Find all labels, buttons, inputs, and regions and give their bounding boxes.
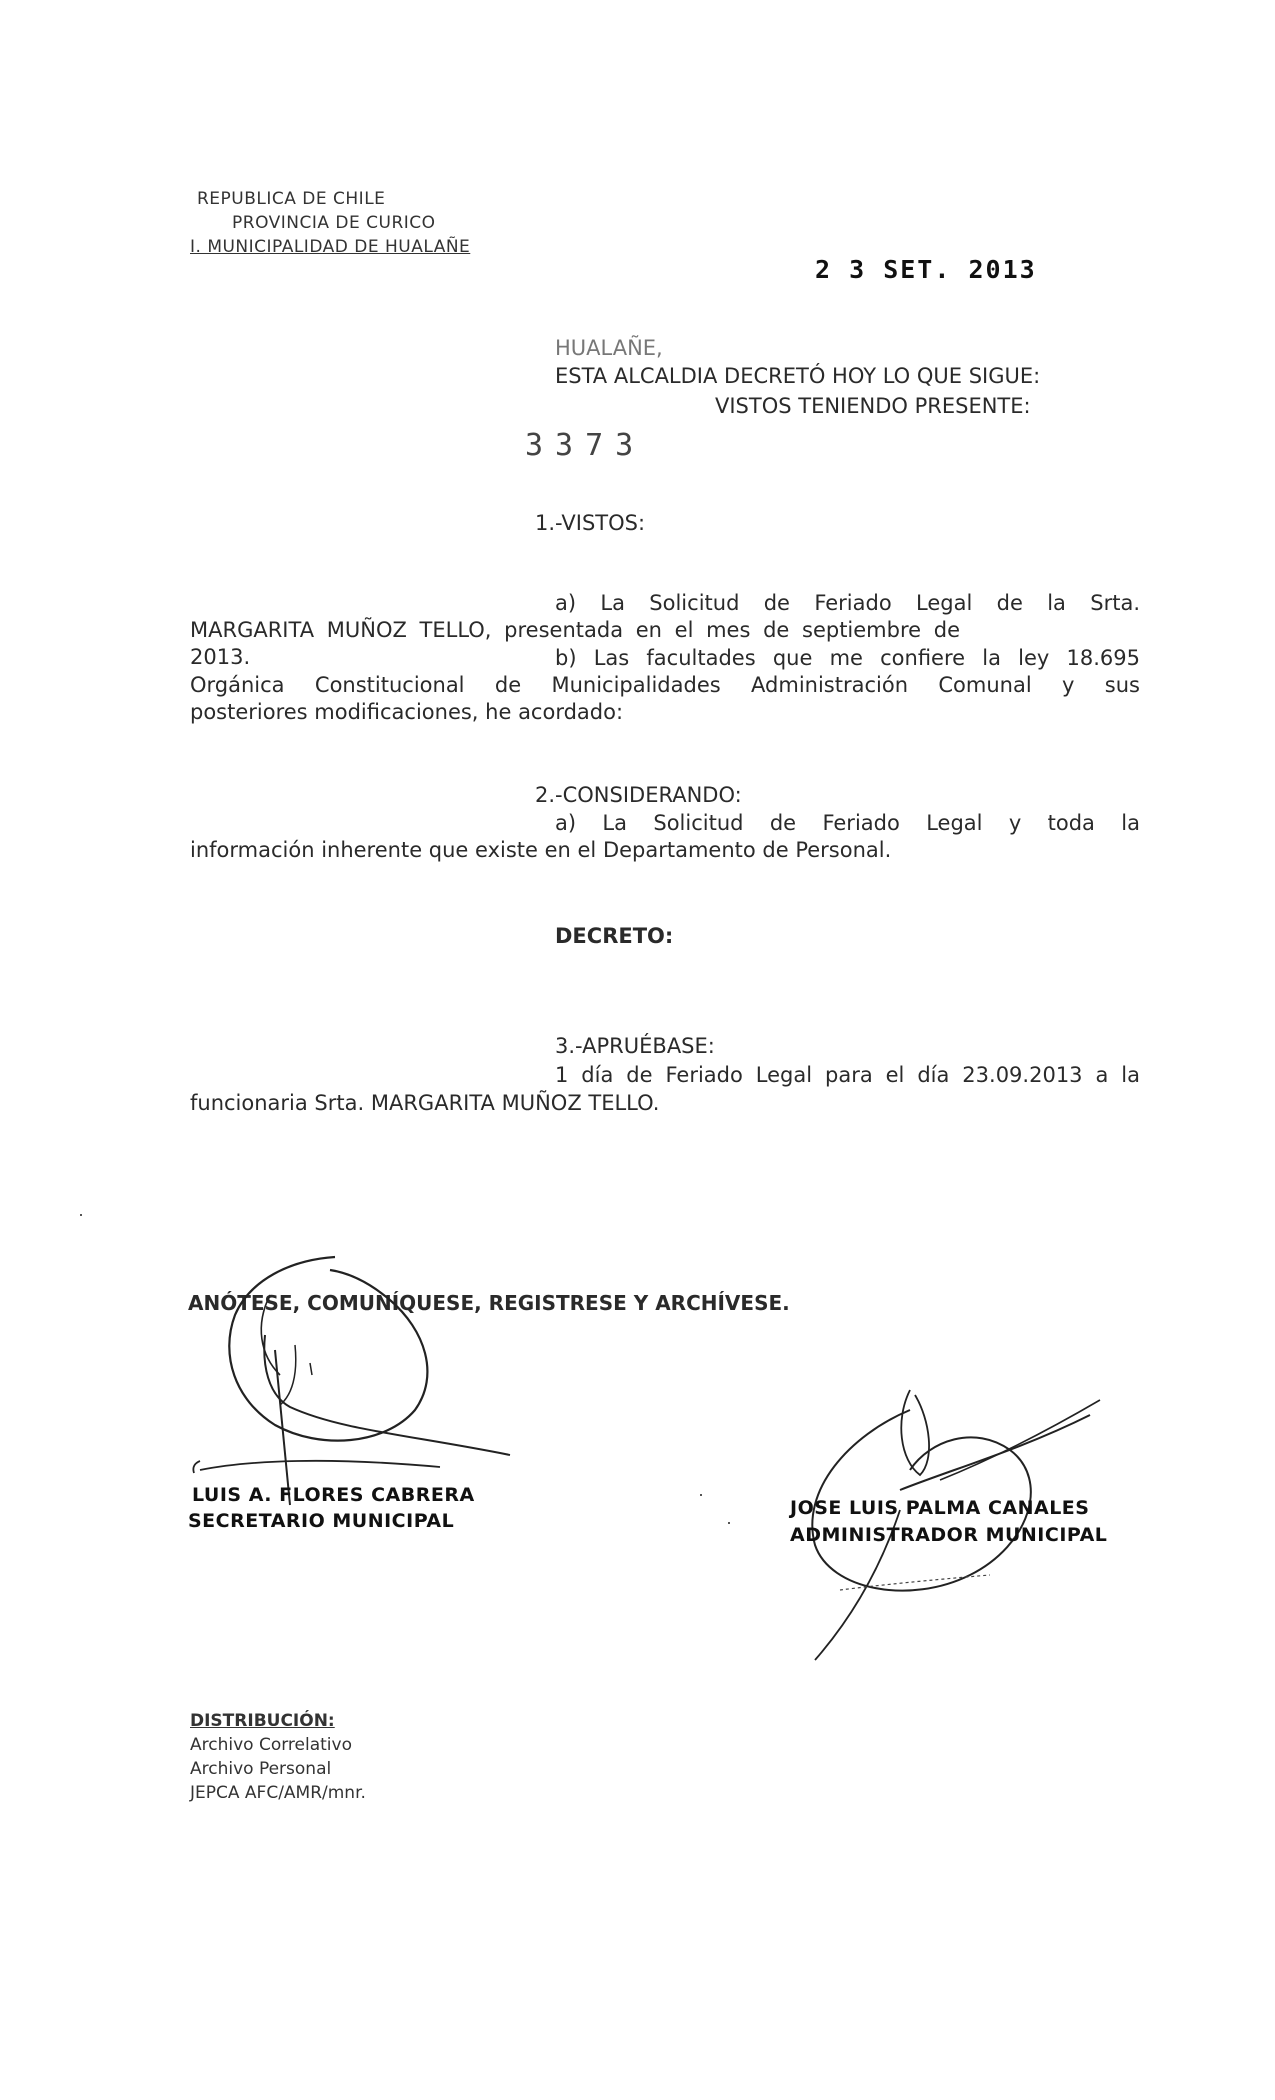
decree-number: 3373 xyxy=(525,428,646,463)
vistos-b-line1: b) Las facultades que me confiere la ley 18.695 xyxy=(555,646,1140,670)
header-republic: REPUBLICA DE CHILE xyxy=(197,189,386,209)
header-province: PROVINCIA DE CURICO xyxy=(232,213,436,233)
secretary-name: LUIS A. FLORES CABRERA xyxy=(192,1484,475,1506)
decreto-heading: DECRETO: xyxy=(555,924,674,948)
vistos-b-line3: posteriores modificaciones, he acordado: xyxy=(190,700,624,724)
vistos-a-line2: MARGARITA MUÑOZ TELLO, presentada en el mes de septiembre de 2013. xyxy=(190,618,960,669)
distribution-item: Archivo Personal xyxy=(190,1759,332,1779)
administrator-title: ADMINISTRADOR MUNICIPAL xyxy=(790,1524,1108,1546)
header-municipality: I. MUNICIPALIDAD DE HUALAÑE xyxy=(190,237,471,257)
distribution-item: JEPCA AFC/AMR/mnr. xyxy=(190,1783,366,1803)
vistos-heading: 1.-VISTOS: xyxy=(535,511,646,535)
vistos-b-line2: Orgánica Constitucional de Municipalidades Administración Comunal y sus xyxy=(190,673,1140,697)
preamble-city: HUALAÑE, xyxy=(555,336,663,360)
vistos-a-line1: a) La Solicitud de Feriado Legal de la Srta. xyxy=(555,591,1140,615)
signature-secretary xyxy=(180,1235,540,1525)
distribution-item: Archivo Correlativo xyxy=(190,1735,352,1755)
scan-speck xyxy=(728,1522,730,1524)
apruebase-heading: 3.-APRUÉBASE: xyxy=(555,1034,715,1058)
stamp-date: 2 3 SET. 2013 xyxy=(815,255,1037,284)
distribution-heading: DISTRIBUCIÓN: xyxy=(190,1711,335,1731)
preamble-vistos: VISTOS TENIENDO PRESENTE: xyxy=(715,394,1031,418)
apruebase-line2: funcionaria Srta. MARGARITA MUÑOZ TELLO. xyxy=(190,1091,660,1115)
scan-speck xyxy=(80,1214,82,1216)
considerando-a-line1: a) La Solicitud de Feriado Legal y toda la xyxy=(555,811,1140,835)
secretary-title: SECRETARIO MUNICIPAL xyxy=(188,1510,455,1532)
administrator-name: JOSE LUIS PALMA CANALES xyxy=(790,1497,1090,1519)
considerando-heading: 2.-CONSIDERANDO: xyxy=(535,783,742,807)
closing-statement: ANÓTESE, COMUNÍQUESE, REGISTRESE Y ARCHÍVESE. xyxy=(188,1291,790,1315)
preamble-decreto: ESTA ALCALDIA DECRETÓ HOY LO QUE SIGUE: xyxy=(555,364,1041,388)
scan-speck xyxy=(700,1494,702,1496)
considerando-a-line2: información inherente que existe en el Departamento de Personal. xyxy=(190,838,892,862)
apruebase-line1: 1 día de Feriado Legal para el día 23.09.2013 a la xyxy=(555,1063,1140,1087)
